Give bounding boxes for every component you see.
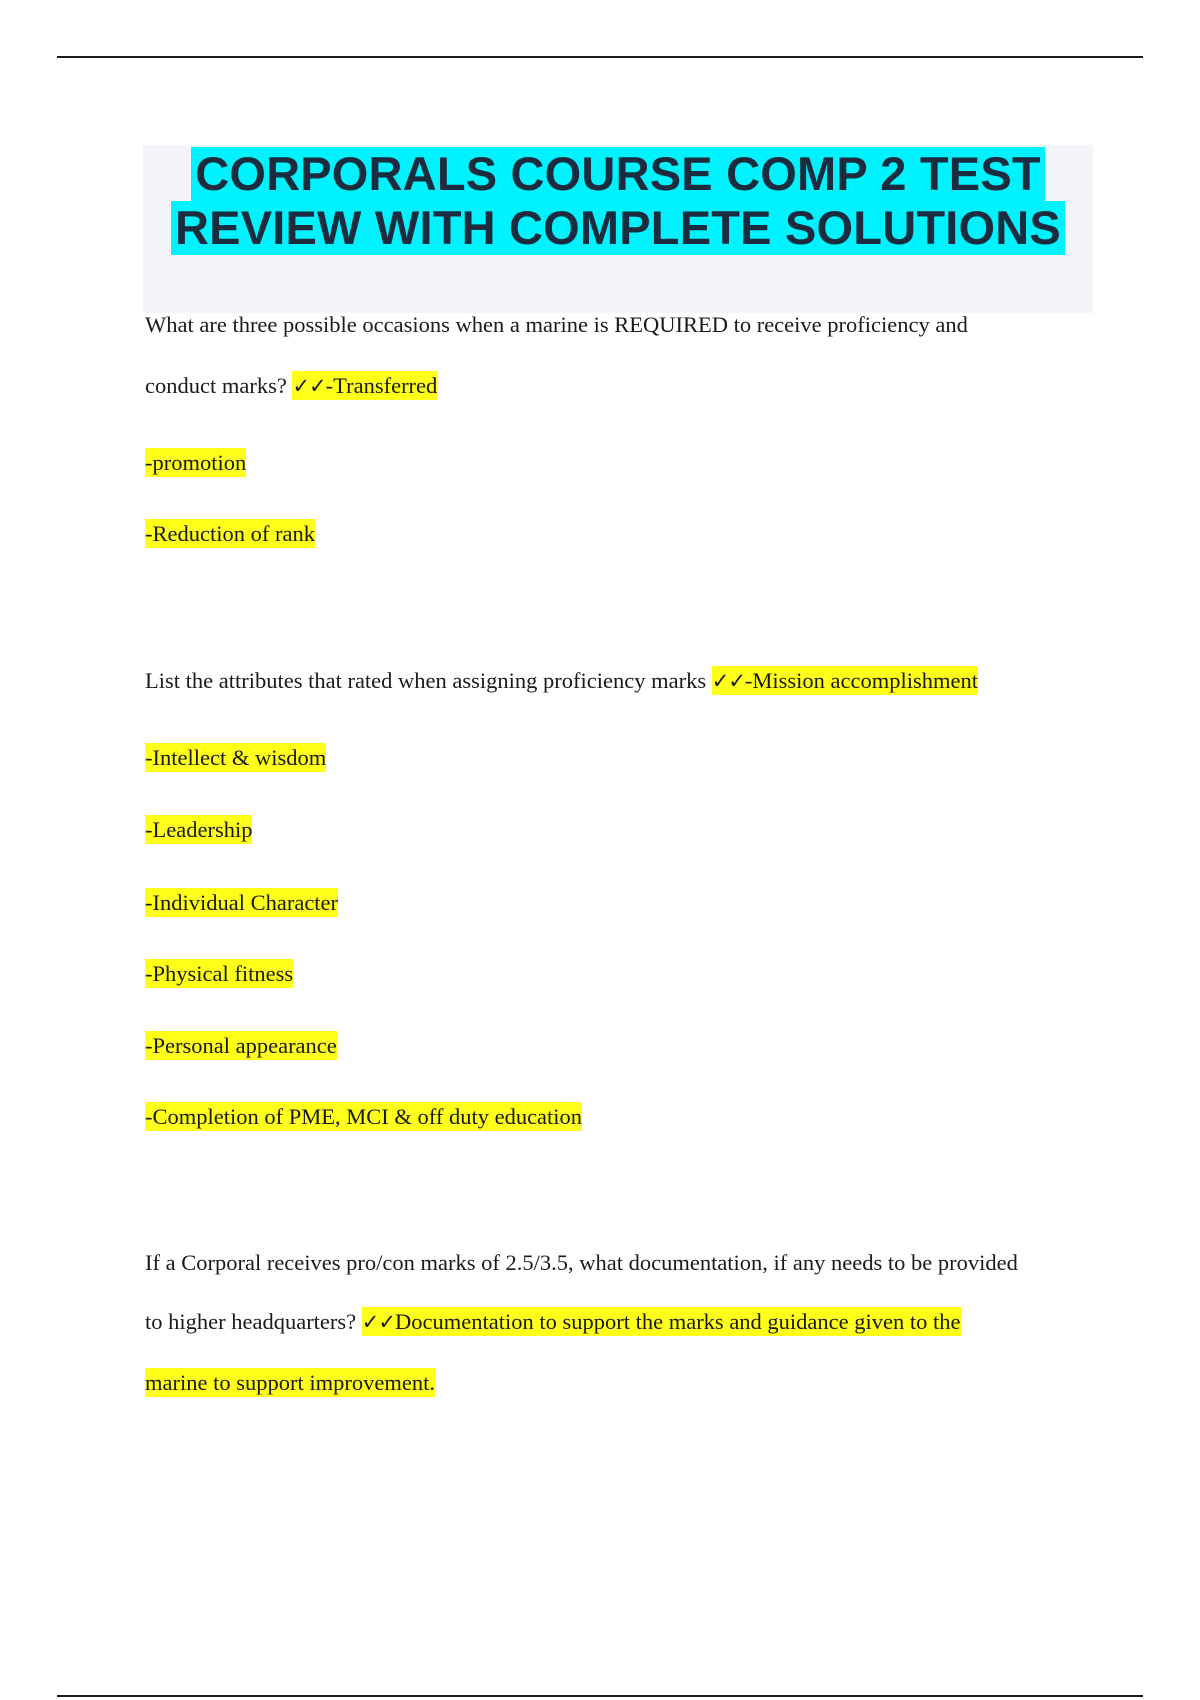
q2-answer-item: -Intellect & wisdom xyxy=(145,745,327,770)
checkmark-icon: ✓✓ xyxy=(292,374,326,398)
q2-answer-item: -Leadership xyxy=(145,817,253,842)
title-line-2: REVIEW WITH COMPLETE SOLUTIONS xyxy=(171,201,1065,255)
q1-answer-item: -promotion xyxy=(145,450,247,475)
title-line-1: CORPORALS COURSE COMP 2 TEST xyxy=(191,147,1045,201)
q1-question-line-2 xyxy=(145,372,437,400)
q1-answer-first: ✓✓-Transferred xyxy=(292,373,438,398)
top-rule xyxy=(57,56,1143,58)
bottom-rule xyxy=(57,1695,1143,1697)
q2-question-text: List the attributes that rated when assigning proficiency marks xyxy=(145,668,712,693)
q3-question-line-1: If a Corporal receives pro/con marks of 2.5/3.5, what documentation, if any needs to be provided xyxy=(145,1250,1018,1275)
q3-answer-line-1: ✓✓Documentation to support the marks and guidance given to the xyxy=(361,1309,961,1334)
q3-answer-line-2: marine to support improvement. xyxy=(145,1370,435,1395)
q1-question-line-1: What are three possible occasions when a marine is REQUIRED to receive proficiency and xyxy=(145,312,968,337)
checkmark-icon: ✓✓ xyxy=(361,1310,395,1334)
q3-question-line-2 xyxy=(145,1308,961,1336)
q2-question-line xyxy=(145,667,978,695)
q1-answer-item: -Reduction of rank xyxy=(145,521,315,546)
q2-answer-item: -Completion of PME, MCI & off duty education xyxy=(145,1104,583,1129)
q2-answer-first: ✓✓-Mission accomplishment xyxy=(711,668,979,693)
document-title xyxy=(143,145,1093,313)
q2-answer-item: -Personal appearance xyxy=(145,1033,337,1058)
q1-question-text: conduct marks? xyxy=(145,373,293,398)
q2-answer-item: -Physical fitness xyxy=(145,961,294,986)
q2-answer-item: -Individual Character xyxy=(145,890,339,915)
checkmark-icon: ✓✓ xyxy=(711,669,745,693)
q3-question-text: to higher headquarters? xyxy=(145,1309,362,1334)
